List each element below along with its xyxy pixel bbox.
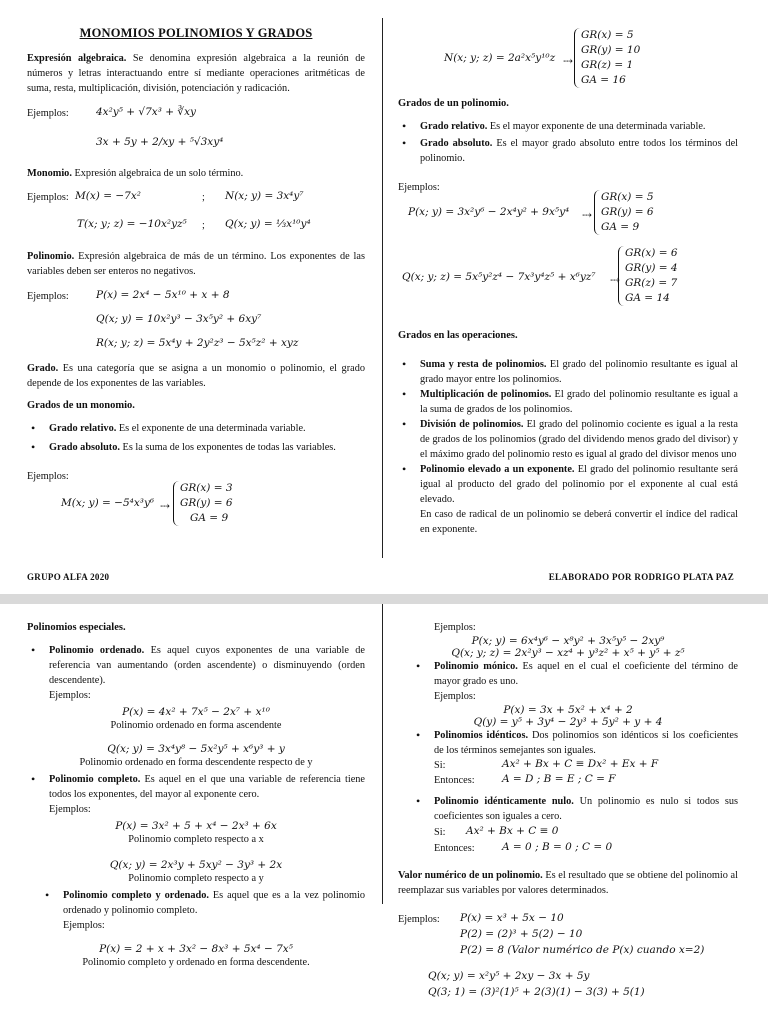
operaciones-list bbox=[398, 357, 738, 537]
arrow-icon: ⤏ bbox=[160, 499, 171, 513]
list-item: • Grado absoluto. Es el mayor grado absoluto entre todos los términos del polinomio. bbox=[398, 136, 738, 166]
completo-example-1: P(x) = 3x² + 5 + x⁴ − 2x³ + 6x bbox=[115, 820, 277, 832]
completo-caption-1: Polinomio completo respecto a x bbox=[128, 834, 264, 845]
separator: ; bbox=[202, 192, 205, 203]
arrow-icon: ⤏ bbox=[582, 208, 593, 222]
polinomio-example-1: P(x) = 2x⁴ − 5x¹⁰ + x + 8 bbox=[96, 289, 230, 301]
ejemplos-label: Ejemplos: bbox=[27, 291, 69, 302]
list-item: • Polinomio idénticamente nulo. Un polinomio es nulo si todos sus coeficientes son iguales a cero. bbox=[412, 794, 738, 824]
ordenado-multi-example-2: Q(x; y; z) = 2x²y³ − xz⁴ + y³z² + x⁵ + y⁵ + z⁵ bbox=[451, 647, 685, 659]
list-item: • Polinomio ordenado. Es aquel cuyos exponentes de una variable de referencia van aumentando (orden ascendente) o disminuyendo (orden descendente). bbox=[27, 643, 365, 688]
grados-polinomio-list bbox=[398, 119, 738, 166]
list-item: • Grado relativo. Es el exponente de una determinada variable. bbox=[27, 421, 365, 436]
ejemplos-label: Ejemplos: bbox=[434, 691, 476, 702]
identicos-examples: Si: Ax² + Bx + C ≡ Dx² + Ex + F Entonces: A = D ; B = E ; C = F bbox=[434, 758, 659, 786]
arrow-icon: ⤏ bbox=[563, 54, 574, 68]
footer-left: GRUPO ALFA 2020 bbox=[27, 572, 110, 582]
expresion-term: Expresión algebraica. bbox=[27, 53, 127, 64]
footer-right: ELABORADO POR RODRIGO PLATA PAZ bbox=[548, 572, 734, 582]
monomio-example-3: T(x; y; z) = −10x²yz⁵ bbox=[77, 218, 187, 230]
grado-term: Grado. bbox=[27, 363, 59, 374]
grado-paragraph bbox=[27, 361, 365, 391]
ejemplos-label: Ejemplos: bbox=[434, 622, 476, 633]
nulo-examples: Si: Ax² + Bx + C ≡ 0 Entonces: A = 0 ; B = 0 ; C = 0 bbox=[434, 825, 613, 854]
grado-text: Es una categoría que se asigna a un monomio o polinomio, el grado depende de los exponentes de las variables. bbox=[27, 363, 365, 389]
identicos-si-expression: Ax² + Bx + C ≡ Dx² + Ex + F bbox=[502, 758, 659, 770]
monomio-expression: M(x; y) = −5⁴x³y⁶ bbox=[61, 497, 155, 509]
brace-1: GR(x) = 5 GR(y) = 6 GA = 9 bbox=[594, 190, 654, 235]
list-item: • Grado absoluto. Es la suma de los exponentes de todas las variables. bbox=[27, 440, 365, 455]
identicos-entonces-expression: A = D ; B = E ; C = F bbox=[502, 773, 616, 785]
grados-monomio-example bbox=[27, 469, 365, 539]
left-column bbox=[27, 622, 365, 970]
column-divider bbox=[382, 18, 383, 558]
ordenado-multi-example-1: P(x; y) = 6x⁴y⁶ − x⁸y² + 3x⁵y⁵ − 2xy⁹ bbox=[471, 635, 665, 647]
grados-monomio-heading: Grados de un monomio. bbox=[27, 400, 135, 411]
monomio-example-4: Q(x; y) = ⅓x¹⁰y⁴ bbox=[225, 218, 311, 230]
expresion-examples bbox=[27, 102, 365, 158]
column-divider bbox=[382, 604, 383, 904]
ordenado-example-1: P(x) = 4x² + 7x⁵ − 2x⁷ + x¹⁰ bbox=[122, 706, 270, 718]
ordenado-caption-1: Polinomio ordenado en forma ascendente bbox=[110, 720, 282, 731]
nulo-entonces-expression: A = 0 ; B = 0 ; C = 0 bbox=[502, 841, 613, 853]
list-item: • Suma y resta de polinomios. El grado del polinomio resultante es igual al grado mayor entre los polinomios. bbox=[398, 357, 738, 387]
right-column bbox=[398, 620, 738, 1020]
ejemplos-label: Ejemplos: bbox=[27, 471, 69, 482]
page-2 bbox=[0, 604, 768, 1024]
monomio-example-2: N(x; y) = 3x⁴y⁷ bbox=[225, 190, 304, 202]
list-item: • Polinomios idénticos. Dos polinomios son idénticos si los coeficientes de los términos semejantes son iguales. bbox=[412, 728, 738, 758]
right-column bbox=[398, 22, 738, 537]
ejemplos-label: Ejemplos: bbox=[398, 914, 440, 925]
grados-monomio-list bbox=[27, 421, 365, 455]
valor-paragraph: Valor numérico de un polinomio. Es el resultado que se obtiene del polinomio al reemplazar sus variables por valores determinados. bbox=[398, 870, 738, 896]
polinomio-text: Expresión algebraica de más de un término. Los exponentes de las variables deben ser enteros no negativos. bbox=[27, 251, 365, 277]
expresion-text: Se denomina expresión algebraica a la reunión de números y letras interactuando entre sí mediante operaciones aritméticas de suma, resta, multiplicación, división, potenciación y radicación. bbox=[27, 53, 366, 94]
ordenado-example-2: Q(x; y) = 3x⁴y⁸ − 5x²y⁵ + x⁶y³ + y bbox=[107, 743, 285, 755]
radical-note: En caso de radical de un polinomio se deberá convertir el índice del radical en exponente. bbox=[420, 509, 738, 535]
polinomio-example-3: R(x; y; z) = 5x⁴y + 2y²z³ − 5x⁵z² + xyz bbox=[96, 337, 299, 349]
top-brace: GR(x) = 5 GR(y) = 10 GR(z) = 1 GA = 16 bbox=[574, 28, 640, 88]
completo-ordenado-caption: Polinomio completo y ordenado en forma descendente. bbox=[82, 957, 310, 968]
list-item: • Polinomio elevado a un exponente. El grado del polinomio resultante será igual al producto del grado del polinomio por el exponente al cual está elevado. bbox=[398, 462, 738, 507]
ejemplos-label: Ejemplos: bbox=[27, 192, 69, 203]
grados-polinomio-heading: Grados de un polinomio. bbox=[398, 98, 509, 109]
polinomio-paragraph bbox=[27, 249, 365, 279]
valor-examples: Ejemplos: P(x) = x³ + 5x − 10 P(2) = (2)³ + 5(2) − 10 P(2) = 8 (Valor numérico de P(x) cuando x=2) Q(x; y) = x²y⁵ + 2xy − 3x + 5y Q(3; 1) = (3)²(1)⁵ + 2(3)(1) − 3(3) + 5(1) bbox=[398, 912, 705, 998]
grados-polinomio-examples bbox=[398, 180, 738, 322]
polinomio-term: Polinomio. bbox=[27, 251, 75, 262]
monico-example-1: P(x) = 3x + 5x² + x⁴ + 2 bbox=[503, 704, 633, 716]
top-example bbox=[398, 22, 738, 98]
monomio-paragraph bbox=[27, 166, 365, 181]
monomio-term: Monomio. bbox=[27, 168, 72, 179]
expresion-paragraph bbox=[27, 51, 365, 96]
arrow-icon: ⤏ bbox=[610, 273, 621, 287]
polinomio-example-2: Q(x; y) = 10x²y³ − 3x⁵y² + 6xy⁷ bbox=[96, 313, 262, 325]
operaciones-heading: Grados en las operaciones. bbox=[398, 330, 518, 341]
list-item: • Polinomio completo y ordenado. Es aquel que es a la vez polinomio ordenado y polinomio completo. bbox=[41, 888, 365, 918]
polinomio-example-2: Q(x; y; z) = 5x⁵y²z⁴ − 7x³y⁴z⁵ + x⁶yz⁷ bbox=[402, 271, 596, 283]
list-item: • Polinomio mónico. Es aquel en el cual el coeficiente del término de mayor grado es uno. bbox=[412, 659, 738, 689]
monomio-example-1: M(x) = −7x² bbox=[75, 190, 141, 202]
monomio-text: Expresión algebraica de un solo término. bbox=[74, 168, 244, 179]
ejemplos-label: Ejemplos: bbox=[63, 920, 105, 931]
left-column bbox=[27, 26, 365, 539]
completo-ordenado-example: P(x) = 2 + x + 3x² − 8x³ + 5x⁴ − 7x⁵ bbox=[99, 943, 293, 955]
list-item: • Polinomio completo. Es aquel en el que una variable de referencia tiene todos los exponentes, del mayor al exponente cero. bbox=[27, 772, 365, 802]
list-item: • Grado relativo. Es el mayor exponente de una determinada variable. bbox=[398, 119, 738, 134]
monico-example-2: Q(y) = y⁵ + 3y⁴ − 2y³ + 5y² + y + 4 bbox=[473, 716, 663, 728]
page-title: MONOMIOS POLINOMIOS Y GRADOS bbox=[79, 26, 313, 40]
polinomio-examples bbox=[27, 287, 365, 357]
ejemplos-label: Ejemplos: bbox=[49, 690, 91, 701]
completo-example-2: Q(x; y) = 2x³y + 5xy² − 3y³ + 2x bbox=[109, 859, 283, 871]
list-item: • División de polinomios. El grado del polinomio cociente es igual a la resta de grados de los polinomios (grado del dividendo menos grado del divisor) y el máximo grado del polinomio resto es igual al grado del divisor menos uno bbox=[398, 417, 738, 462]
brace-2: GR(x) = 6 GR(y) = 4 GR(z) = 7 GA = 14 bbox=[618, 246, 678, 306]
list-item: • Multiplicación de polinomios. El grado del polinomio resultante es igual a la suma de grados de los polinomios. bbox=[398, 387, 738, 417]
grado-brace: GR(x) = 3 GR(y) = 6 GA = 9 bbox=[173, 481, 233, 526]
ejemplos-label: Ejemplos: bbox=[27, 108, 69, 119]
nulo-si-expression: Ax² + Bx + C ≡ 0 bbox=[466, 825, 559, 837]
especiales-heading: Polinomios especiales. bbox=[27, 622, 126, 633]
ejemplos-label: Ejemplos: bbox=[398, 182, 440, 193]
expresion-example-1: 4x²y⁵ + √7x³ + ∛xy bbox=[96, 106, 196, 118]
completo-caption-2: Polinomio completo respecto a y bbox=[128, 873, 264, 884]
expresion-example-2: 3x + 5y + 2/xy + ⁵√3xy⁴ bbox=[96, 136, 224, 148]
especiales-list bbox=[27, 643, 365, 970]
ejemplos-label: Ejemplos: bbox=[49, 804, 91, 815]
top-expression: N(x; y; z) = 2a²x⁵y¹⁰z bbox=[444, 52, 556, 64]
polinomio-example-1: P(x; y) = 3x²y⁶ − 2x⁴y² + 9x⁵y⁴ bbox=[408, 206, 570, 218]
separator: ; bbox=[202, 220, 205, 231]
ordenado-caption-2: Polinomio ordenado en forma descendente respecto de y bbox=[79, 757, 313, 768]
monomio-examples bbox=[27, 189, 365, 245]
